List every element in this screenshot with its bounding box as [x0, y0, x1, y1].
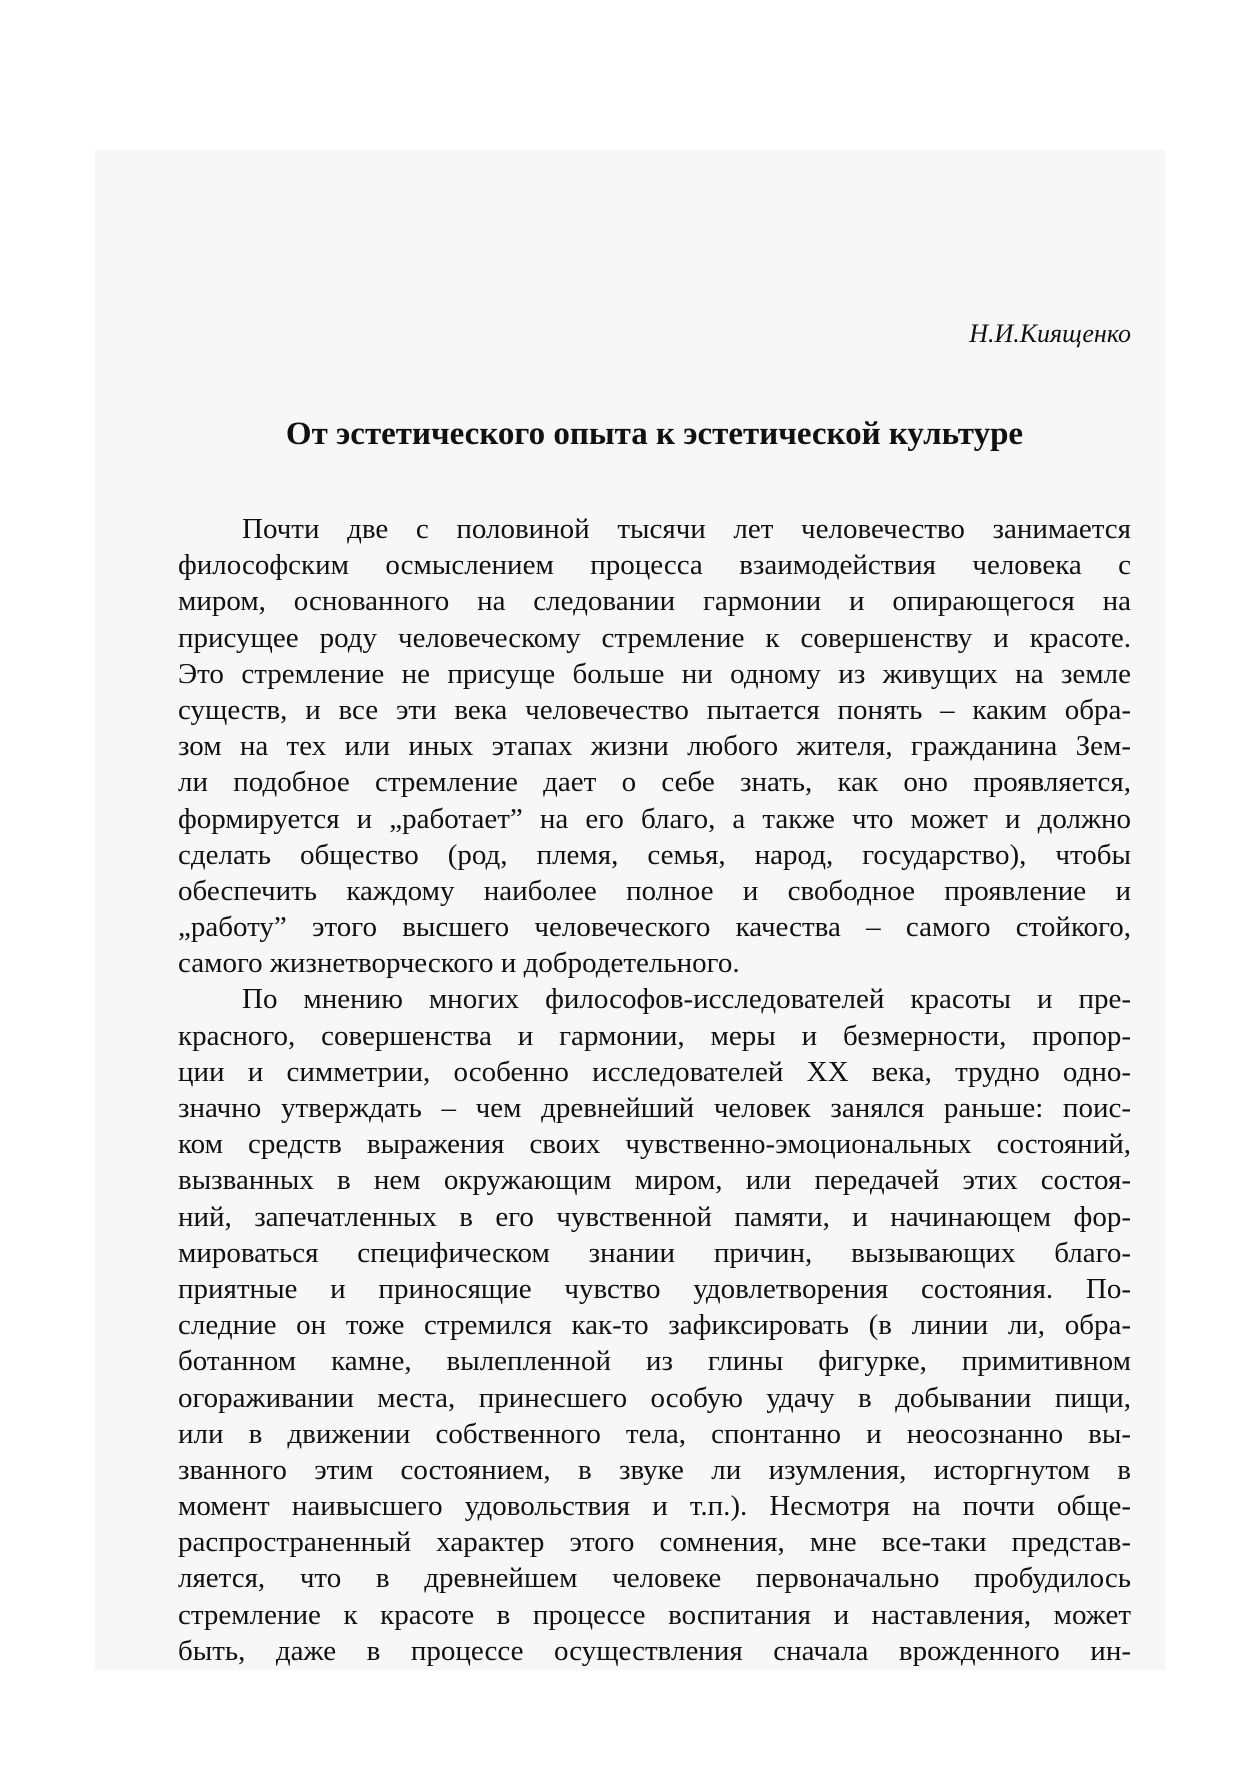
text-line: стремление к красоте в процессе воспитания и наставления, может — [178, 1598, 1131, 1631]
text-line: значно утверждать – чем древнейший человек занялся раньше: поис- — [178, 1092, 1131, 1124]
text-line: момент наивысшего удовольствия и т.п.). Несмотря на почти обще- — [178, 1490, 1131, 1523]
text-line: быть, даже в процессе осуществления сначала врожденного ин- — [178, 1634, 1131, 1667]
text-line: ляется, что в древнейшем человеке первоначально пробудилось — [178, 1562, 1131, 1595]
text-line: званного этим состоянием, в звуке ли изумления, исторгнутом в — [178, 1453, 1131, 1486]
text-line: ции и симметрии, особенно исследователей XX века, трудно одно- — [178, 1055, 1131, 1088]
article-title: От эстетического опыта к эстетической культуре — [285, 416, 1024, 452]
text-line: приятные и приносящие чувство удовлетворения состояния. По- — [178, 1272, 1131, 1305]
text-line: „работу” этого высшего человеческого качества – самого стойкого, — [178, 911, 1131, 944]
text-line: сделать общество (род, племя, семья, народ, государство), чтобы — [178, 838, 1131, 871]
text-line: философским осмыслением процесса взаимодействия человека с — [178, 549, 1131, 582]
text-line: миром, основанного на следовании гармонии и опирающегося на — [178, 585, 1131, 618]
text-line: ний, запечатленных в его чувственной памяти, и начинающем фор- — [178, 1200, 1131, 1233]
text-line: существ, и все эти века человечество пытается понять – каким обра- — [178, 693, 1131, 726]
text-line: зом на тех или иных этапах жизни любого жителя, гражданина Зем- — [178, 730, 1131, 763]
text-line: По мнению многих философов-исследователей красоты и пре- — [242, 983, 1131, 1016]
text-line: Это стремление не присуще больше ни одному из живущих на земле — [178, 657, 1131, 690]
text-line: распространенный характер этого сомнения, мне все-таки представ- — [178, 1526, 1131, 1559]
text-line: присущее роду человеческому стремление к совершенству и красоте. — [178, 621, 1131, 654]
author-name: Н.И.Киященко — [969, 319, 1131, 348]
text-line: ботанном камне, вылепленной из глины фигурке, примитивном — [178, 1345, 1131, 1378]
text-line: Почти две с половиной тысячи лет человечество занимается — [242, 513, 1131, 545]
text-line: мироваться специфическом знании причин, вызывающих благо- — [178, 1236, 1131, 1269]
article-body — [178, 511, 1131, 1669]
text-line: формируется и „работает” на его благо, а также что может и должно — [178, 802, 1131, 835]
text-line: или в движении собственного тела, спонтанно и неосознанно вы- — [178, 1417, 1131, 1450]
text-line: красного, совершенства и гармонии, меры и безмерности, пропор- — [178, 1019, 1131, 1052]
text-line: ли подобное стремление дает о себе знать, как оно проявляется, — [178, 766, 1131, 799]
text-line: следние он тоже стремился как-то зафиксировать (в линии ли, обра- — [178, 1309, 1131, 1342]
text-line: ком средств выражения своих чувственно-эмоциональных состояний, — [178, 1128, 1131, 1161]
text-line: самого жизнетворческого и добродетельного. — [178, 947, 740, 980]
text-line: вызванных в нем окружающим миром, или передачей этих состоя- — [178, 1164, 1131, 1197]
text-line: огораживании места, принесшего особую удачу в добывании пищи, — [178, 1381, 1131, 1414]
text-line: обеспечить каждому наиболее полное и свободное проявление и — [178, 874, 1131, 907]
